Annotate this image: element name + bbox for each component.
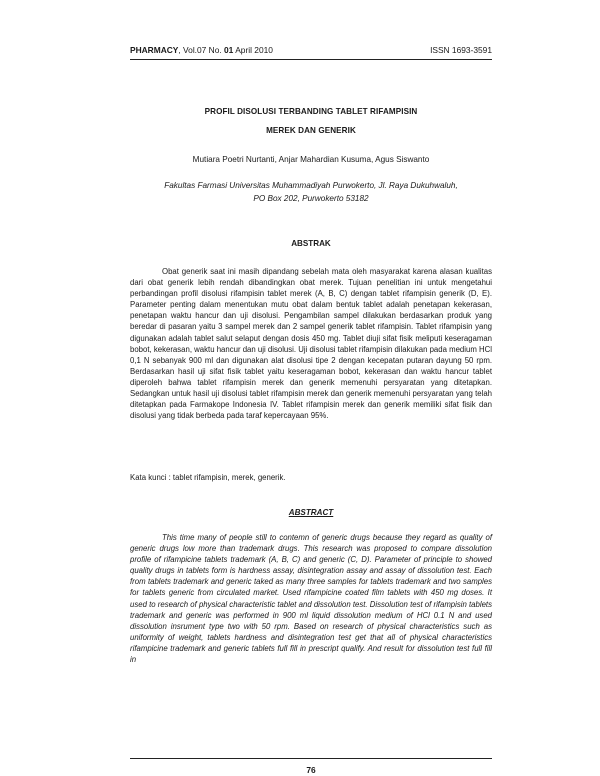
publication-date: April 2010: [233, 45, 273, 55]
author-list: Mutiara Poetri Nurtanti, Anjar Mahardian Kusuma, Agus Siswanto: [192, 155, 430, 164]
running-header: [130, 45, 492, 55]
journal-name: PHARMACY: [130, 45, 179, 55]
paper-title-line-2: MEREK DAN GENERIK: [266, 126, 356, 135]
abstract-heading: ABSTRACT: [288, 508, 334, 517]
abstrak-heading: ABSTRAK: [291, 239, 331, 248]
affiliation-line-2: PO Box 202, Purwokerto 53182: [253, 194, 369, 203]
volume-number: , Vol.07 No.: [178, 45, 225, 55]
abstract-body: This time many of people still to contemn of generic drugs because they regard as quality of generic drugs low more than trademark drugs. This research was proposed to compare dissolution profile of rifampicine tablets trademark (A, B, C) and generic (C, D). Parameter of principle to showed quality drugs in tablets form is hardness assay, disintegration assay and assay of dissolution test. Each from tablets trademark and generic taked as many three samples for tablets trademark and two samples for tablets generic from circulated market. Used rifampicine coated film tablets with 450 mg doses. It used to research of physical characteristic tablet and dissolution test. Dissolution test of rifampisin tablets trademark and generic was performed in 900 ml liquid dissolution medium of HCl 0.1 N and used dissolution insrument type two with 50 rpm. Based on research of physical characteristics such as uniformity of weight, tablets hardness and disintegration test get that all of physical characteristics rifampicine trademark and generic tablets full fill in prescript qualify. And result for dissolution test full fill in: [130, 533, 492, 665]
paper-title-line-1: PROFIL DISOLUSI TERBANDING TABLET RIFAMPISIN: [204, 107, 418, 116]
journal-citation: [130, 45, 273, 55]
header-divider: [130, 59, 492, 60]
keywords: Kata kunci : tablet rifampisin, merek, generik.: [130, 473, 286, 482]
issn: ISSN 1693-3591: [430, 45, 492, 55]
abstrak-body: Obat generik saat ini masih dipandang sebelah mata oleh masyarakat karena alasan kualitas dari obat generik lebih rendah dibandingkan obat merek. Tujuan penelitian ini untuk mengetahui perbandingan profil disolusi rifampisin tablet merek (A, B, C) dengan tablet rifampisin generik (D, E). Parameter penting dalam menentukan mutu obat dalam bentuk tablet adalah penetapan kekerasan, penetapan waktu hancur dan uji disolusi. Pengambilan sampel dilakukan berdasarkan produk yang beredar di pasaran yaitu 3 sampel merek dan 2 sampel generik tablet rifampisin. Tablet rifampisin yang digunakan adalah tablet salut selaput dengan dosis 450 mg. Tablet diuji sifat fisik meliputi keseragaman bobot, kekerasan, waktu hancur dan uji disolusi. Uji disolusi tablet rifampisin dilakukan pada medium HCl 0,1 N sebanyak 900 ml dan digunakan alat disolusi tipe 2 dengan kecepatan putaran dayung 50 rpm. Berdasarkan hasil uji sifat fisik tablet yaitu keseragaman bobot, kekerasan dan waktu hancur tablet diperoleh bahwa tablet rifampisin merek dan generik memenuhi persyaratan yang ditetapkan. Sedangkan untuk hasil uji disolusi tablet rifampisin merek dan generik memenuhi persyaratan yang telah ditetapkan pada Farmakope Indonesia IV. Tablet rifampisin merek dan generik memiliki sifat fisik dan disolusi yang tidak berbeda pada taraf kepercayaan 95%.: [130, 267, 492, 421]
affiliation-line-1: Fakultas Farmasi Universitas Muhammadiyah Purwokerto, Jl. Raya Dukuhwaluh,: [164, 181, 458, 190]
issue-number: 01: [224, 45, 234, 55]
footer-divider: [130, 758, 492, 759]
page-number: 76: [306, 765, 316, 775]
